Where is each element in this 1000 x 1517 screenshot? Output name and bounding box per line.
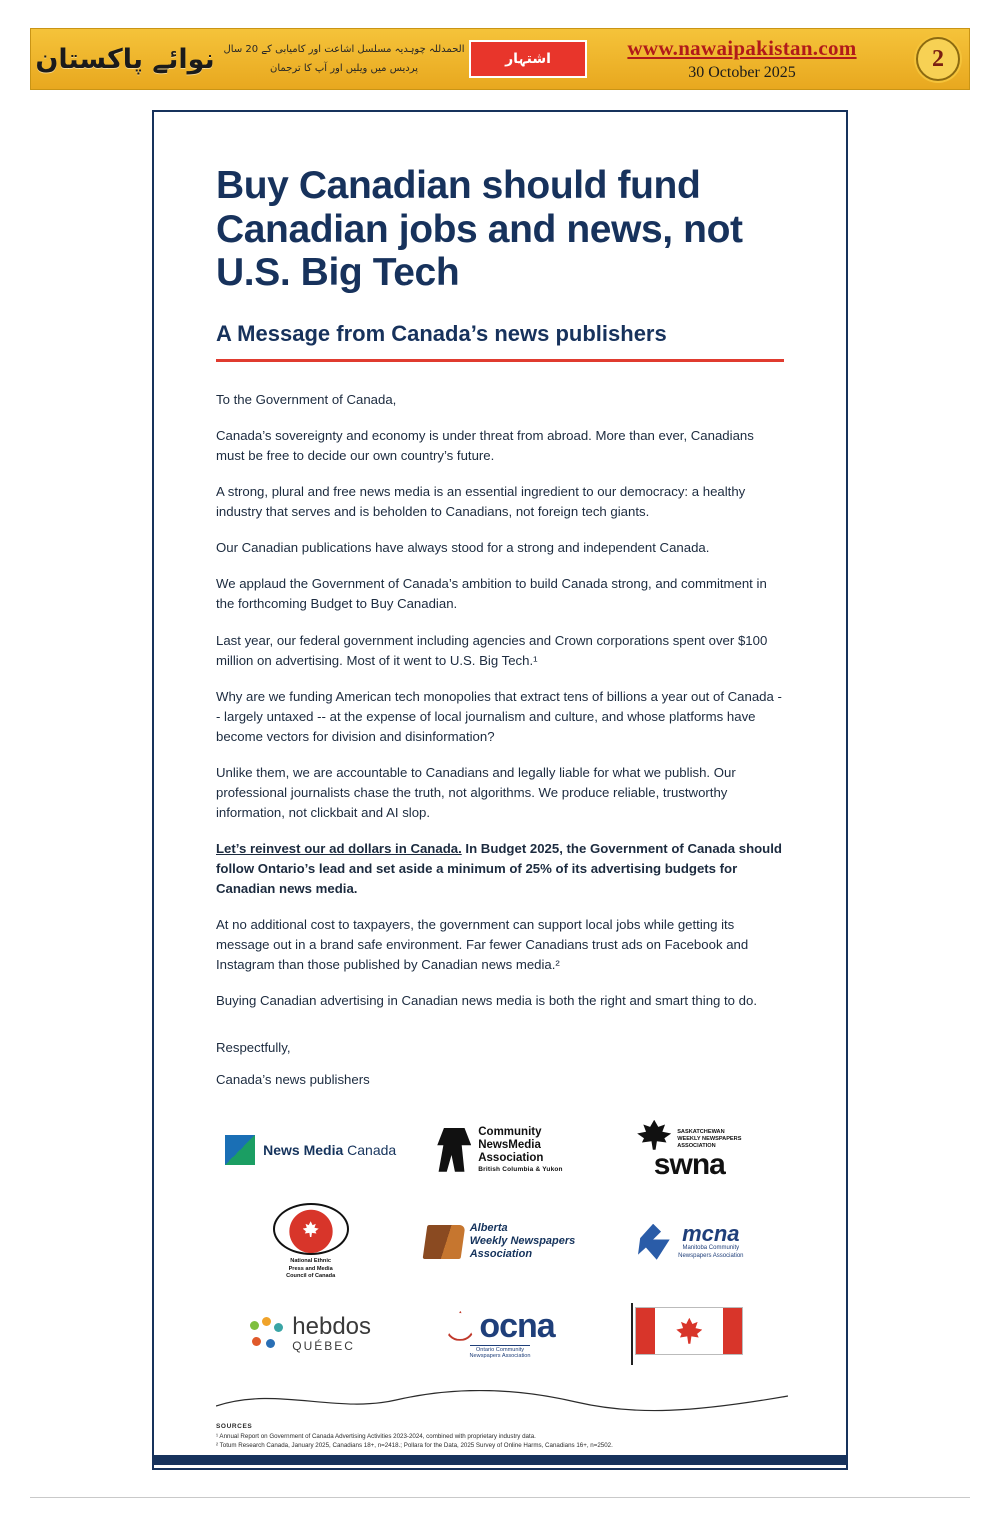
logo-text-line-1: News Media [263, 1141, 344, 1158]
logo-subtext: QUÉBEC [292, 1338, 355, 1353]
hebdos-dots-icon [250, 1317, 284, 1351]
masthead-urdu-line-1: الحمدللہ چوہدیہ مسلسل اشاعت اور کامیابی کے 20 سال [223, 44, 465, 55]
logo-subtext: Ontario Community Newspapers Association [469, 1346, 531, 1359]
body-paragraph: A strong, plural and free news media is an essential ingredient to our democracy: a healthy industry that serves and is beholden to Canadians, not foreign tech giants. [216, 484, 746, 520]
page-number: 2 [916, 37, 960, 81]
logo-text [470, 1222, 576, 1262]
page-number-badge [907, 37, 969, 81]
ad-headline: Buy Canadian should fund Canadian jobs and news, not U.S. Big Tech [216, 164, 743, 295]
masthead-urdu-text [219, 40, 469, 78]
maple-leaf-icon [676, 1318, 702, 1344]
advertisement-content [154, 112, 846, 1417]
website-link[interactable]: www.nawaipakistan.com [627, 36, 857, 60]
globe-maple-icon [273, 1203, 349, 1255]
logo-news-media-canada [216, 1104, 405, 1196]
logo-wordmark: hebdos [292, 1312, 372, 1340]
publisher-logo-grid [216, 1104, 784, 1380]
logo-wordmark: ocna [479, 1306, 555, 1345]
logo-text [478, 1126, 563, 1174]
footer-bar [152, 1455, 848, 1465]
body-paragraph: Our Canadian publications have always stood for a strong and independent Canada. [216, 540, 710, 556]
salutation: To the Government of Canada, [216, 392, 397, 408]
body-paragraph: We applaud the Government of Canada’s ambition to build Canada strong, and commitment in the forthcoming Budget to Buy Canadian. [216, 576, 767, 612]
logo-text [678, 1223, 743, 1260]
masthead [30, 28, 970, 90]
trillium-icon [445, 1311, 475, 1341]
source-line-1: ¹ Annual Report on Government of Canada Advertising Activities 2023-2024, combined with proprietary industry data. [216, 1432, 536, 1440]
news-media-canada-mark-icon [225, 1135, 255, 1165]
flag-cloth [635, 1307, 743, 1355]
source-line-2: ² Totum Research Canada, January 2025, Canadians 18+, n=2418.; Pollara for the Data, 2025 Survey of Online Harms, Canadians 16+, n=2502. [216, 1442, 613, 1449]
logo-subtext: British Columbia & Yukon [478, 1166, 563, 1174]
sources-header: SOURCES [216, 1422, 253, 1430]
canadian-flag-icon [629, 1303, 749, 1365]
logo-text-line-3: Association [478, 1151, 544, 1164]
mcna-mark-icon [635, 1224, 671, 1260]
masthead-urdu-line-2: پردیس میں ویلیں اور آپ کا ترجمان [270, 63, 418, 74]
logo-alberta-weekly-newspapers-association [405, 1196, 594, 1288]
flag-pole [631, 1303, 633, 1365]
masthead-right [587, 36, 907, 82]
logo-ontario-community-newspapers-association [405, 1288, 594, 1380]
logo-text [292, 1312, 372, 1353]
logo-saskatchewan-weekly-newspapers-association [595, 1104, 784, 1196]
issue-date: 30 October 2025 [688, 64, 796, 81]
logo-community-newsmedia-association [405, 1104, 594, 1196]
logo-text-line-1: Alberta [469, 1221, 508, 1234]
accent-divider [216, 359, 784, 362]
logo-text-line-2: NewsMedia [478, 1138, 541, 1151]
logo-wordmark: mcna [682, 1221, 740, 1247]
decorative-squiggle [216, 1390, 784, 1417]
sign-off [216, 1037, 784, 1089]
newspaper-carrier-icon [437, 1128, 471, 1172]
body-paragraph: Last year, our federal government including agencies and Crown corporations spent over $100 million on advertising. Most of it went to U.S. Big Tech.¹ [216, 632, 768, 668]
logo-canadian-flag [595, 1288, 784, 1380]
ad-subheadline: A Message from Canada’s news publishers [216, 321, 667, 347]
logo-text-line-2: Weekly Newspapers [469, 1235, 576, 1248]
sign-off-line-1: Respectfully, [216, 1040, 291, 1056]
body-paragraph: At no additional cost to taxpayers, the government can support local jobs while getting its message out in a brand safe environment. Far fewer Canadians trust ads on Facebook and Instagram than those published by Canadian news media.² [216, 917, 749, 973]
body-paragraph: Canada’s sovereignty and economy is under threat from abroad. More than ever, Canadians must be free to decide our own country’s future. [216, 428, 754, 464]
call-to-action-underlined: Let’s reinvest our ad dollars in Canada. [216, 841, 462, 857]
logo-text-line-2: Canada [347, 1141, 397, 1158]
advertisement-badge: اشتہار [469, 40, 587, 78]
call-to-action-rest: In Budget 2025, the Government of Canada should follow Ontario’s lead and set aside a minimum of 25% of its advertising budgets for Canadian news media. [216, 841, 782, 897]
logo-wordmark: swna [653, 1147, 725, 1181]
logo-subtext: SASKATCHEWAN WEEKLY NEWSPAPERS ASSOCIATION [677, 1128, 742, 1149]
bottom-divider [30, 1497, 970, 1498]
logo-text-line-3: Association [469, 1248, 533, 1261]
advertisement-panel [152, 110, 848, 1470]
body-paragraph: Why are we funding American tech monopolies that extract tens of billions a year out of Canada -- largely untaxed -- at the expense of local journalism and culture, and whose platforms have become vectors for division and disinformation? [216, 688, 782, 744]
logo-text-line-1: Community [478, 1125, 542, 1138]
logo-national-ethnic-press-and-media-council [216, 1196, 405, 1288]
sign-off-line-2: Canada’s news publishers [216, 1071, 370, 1087]
logo-text [263, 1142, 396, 1158]
logo-subtext: Manitoba Community Newspapers Association [678, 1245, 744, 1259]
logo-manitoba-community-newspapers-association [595, 1196, 784, 1288]
open-book-icon [422, 1225, 465, 1259]
logo-hebdos-quebec [216, 1288, 405, 1380]
ad-body [216, 390, 784, 1011]
paper-nameplate: نوائے پاکستان [35, 43, 215, 75]
call-to-action-paragraph [216, 839, 784, 899]
body-paragraph: Unlike them, we are accountable to Canadians and legally liable for what we publish. Our professional journalists chase the truth, not algorithms. We produce reliable, trustworthy information, not clickbait and AI slop. [216, 764, 736, 820]
body-paragraph: Buying Canadian advertising in Canadian news media is both the right and smart thing to do. [216, 993, 758, 1009]
maple-leaf-icon [637, 1120, 671, 1150]
logo-subtext: National Ethnic Press and Media Council of Canada [286, 1258, 336, 1279]
